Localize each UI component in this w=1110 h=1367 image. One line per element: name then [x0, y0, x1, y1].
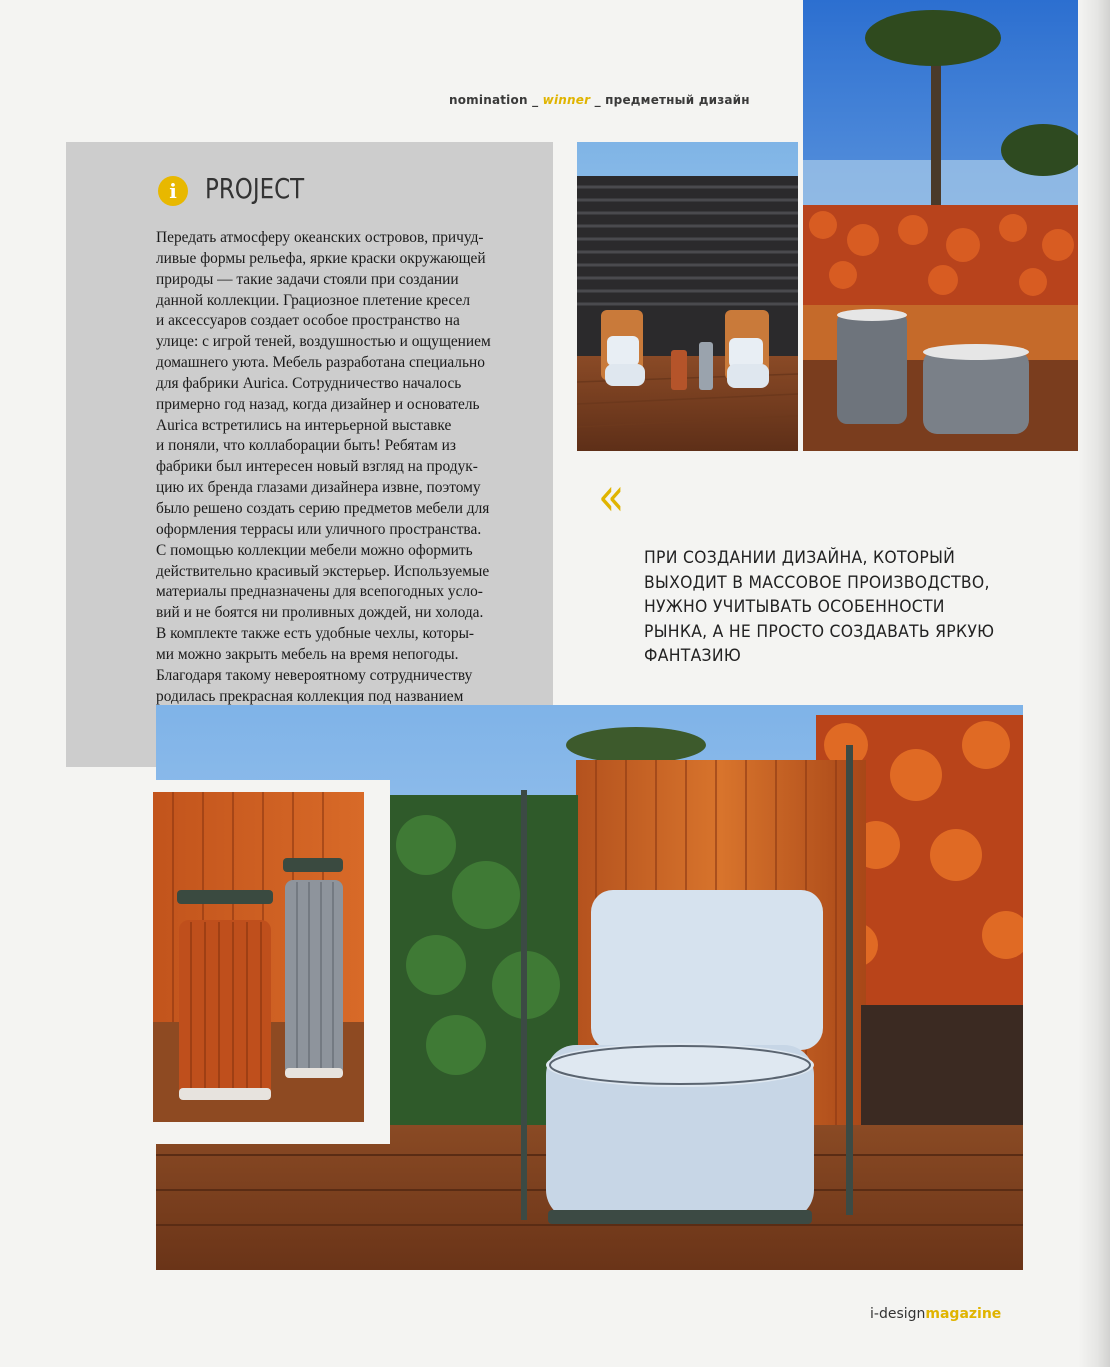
project-title: PROJECT: [205, 172, 305, 205]
header-winner: winner: [542, 93, 591, 107]
project-text-line: Передать атмосферу океанских островов, причуд-: [156, 229, 484, 246]
project-text-line: С помощью коллекции мебели можно оформить: [156, 541, 473, 559]
project-text-line: Aurica встретились на интерьерной выставке: [156, 416, 452, 434]
project-text-line: и поняли, что коллаборации быть! Ребятам из: [156, 437, 456, 455]
project-text-line: и аксессуаров создает особое пространство на: [156, 312, 460, 330]
header-nomination: nomination: [449, 93, 528, 107]
project-text-line: примерно год назад, когда дизайнер и основатель: [156, 395, 480, 413]
project-text-line: В комплекте также есть удобные чехлы, которы-: [156, 625, 475, 643]
header-category: предметный дизайн: [605, 93, 750, 107]
project-text-line: было решено создать серию предметов мебели для: [156, 499, 490, 517]
nomination-header: [449, 93, 750, 109]
quote-line: ПРИ СОЗДАНИИ ДИЗАЙНА, КОТОРЫЙ: [644, 548, 956, 568]
project-text-line: данной коллекции. Грациозное плетение кресел: [156, 291, 471, 309]
pull-quote: [644, 546, 1044, 669]
photo-tree-stools: [803, 0, 1078, 451]
photo-lanterns: [153, 792, 364, 1122]
project-text: [156, 228, 541, 728]
project-text-line: для фабрики Aurica. Сотрудничество началось: [156, 374, 462, 392]
project-text-line: природы — такие задачи стояли при создании: [156, 270, 459, 288]
project-text-line: фабрики был интересен новый взгляд на продук-: [156, 458, 478, 476]
footer-brand: i-design: [870, 1306, 926, 1322]
quote-line: РЫНКА, А НЕ ПРОСТО СОЗДАВАТЬ ЯРКУЮ: [644, 621, 995, 642]
quote-line: ФАНТАЗИЮ: [644, 646, 742, 667]
quote-line: НУЖНО УЧИТЫВАТЬ ОСОБЕННОСТИ: [644, 597, 945, 618]
header-sep-1: _: [527, 93, 543, 107]
project-text-line: материалы предназначены для всепогодных усло-: [156, 583, 483, 601]
info-icon: i: [158, 176, 188, 206]
quote-line: ВЫХОДИТ В МАССОВОЕ ПРОИЗВОДСТВО,: [644, 572, 990, 593]
magazine-footer: [870, 1306, 1001, 1322]
project-text-line: Благодаря такому невероятному сотрудничеству: [156, 666, 473, 684]
project-text-line: домашнего уюта. Мебель разработана специально: [156, 354, 485, 372]
header-sep-2: _: [590, 93, 606, 107]
footer-brand-accent: magazine: [925, 1306, 1002, 1322]
project-text-line: действительно красивый экстерьер. Используемые: [156, 562, 490, 580]
project-text-line: родилась прекрасная коллекция под названием: [156, 687, 464, 705]
project-text-line: цию их бренда глазами дизайнера извне, поэтому: [156, 479, 481, 497]
project-text-line: улице: с игрой теней, воздушностью и ощущением: [156, 333, 491, 351]
project-text-line: оформления террасы или уличного пространства.: [156, 520, 482, 538]
photo-terrace-chairs: [577, 142, 798, 451]
quote-mark-icon: «: [598, 465, 625, 528]
page-fold-shadow: [1078, 0, 1110, 1367]
project-text-line: ливые формы рельефа, яркие краски окружающей: [156, 249, 486, 267]
project-text-line: ми можно закрыть мебель на время непогоды.: [156, 645, 459, 663]
project-text-line: вий и не боятся ни проливных дождей, ни холода.: [156, 604, 484, 622]
